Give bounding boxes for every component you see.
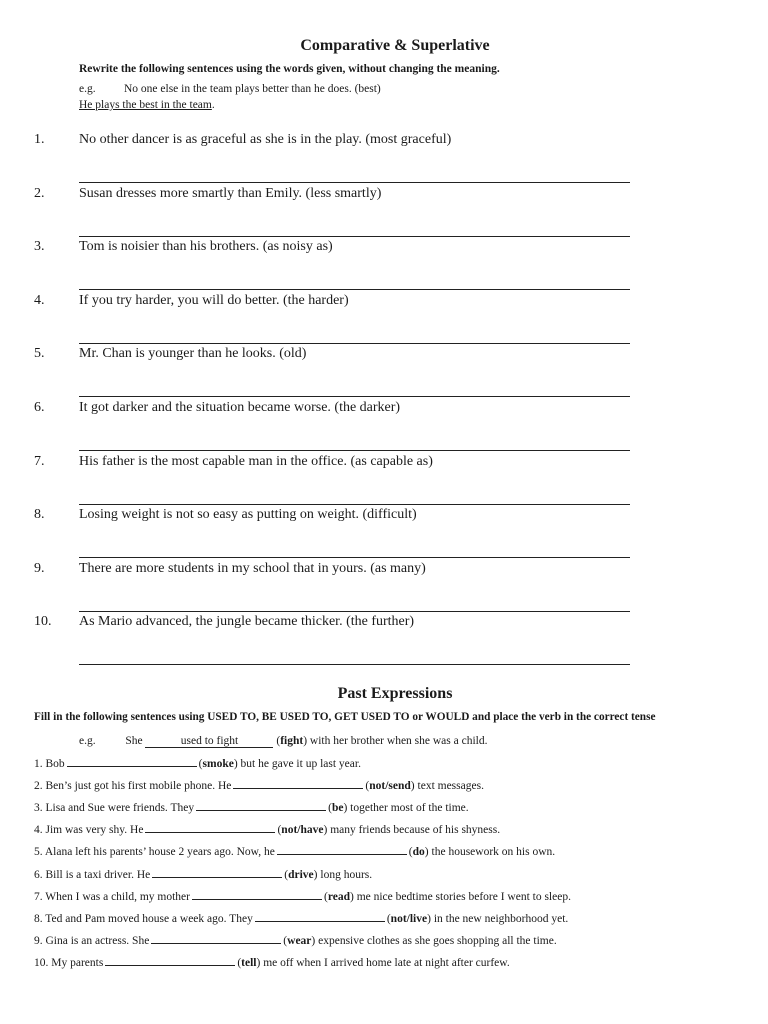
example-answer [79,99,215,111]
question-number: 3. [34,239,45,255]
question-number: 9. [34,560,45,576]
fill-in-item: 4. Jim was very shy. He (not/have) many friends because of his shyness. [34,821,500,836]
fill-in-after: together most of the time. [350,802,469,815]
section2-instruction: Fill in the following sentences using USED TO, BE USED TO, GET USED TO or WOULD and place the verb in the correct tense [34,711,656,723]
fill-in-after: me off when I arrived home late at night after curfew. [263,956,510,969]
fill-in-before: 5. Alana left his parents’ house 2 years ago. Now, he [34,846,275,859]
fill-in-item: 3. Lisa and Sue were friends. They (be) together most of the time. [34,799,469,814]
fill-in-blank[interactable] [277,843,407,855]
section-title-comparative: Comparative & Superlative [300,37,490,54]
example2-label: e.g. [79,735,96,747]
example-answer-text: He plays the best in the team [79,99,212,111]
example-answer-period: . [211,99,215,111]
fill-in-verb: not/live [390,912,428,925]
fill-in-after: many friends because of his shyness. [330,824,501,837]
example2-after: with her brother when she was a child. [309,735,488,747]
fill-in-item: 6. Bill is a taxi driver. He (drive) long hours. [34,866,372,881]
question-text: It got darker and the situation became worse. (the darker) [79,400,401,415]
fill-in-before: 10. My parents [34,956,104,969]
question-text: There are more students in my school that in yours. (as many) [79,560,426,576]
example-label: e.g. [79,83,96,95]
fill-in-before: 2. Ben’s just got his first mobile phone. He [34,780,232,793]
fill-in-blank[interactable] [67,755,197,767]
fill-in-verb: be [331,802,344,815]
fill-in-verb: drive [288,868,314,881]
example2-subject: She [125,735,143,747]
answer-line[interactable] [79,289,630,290]
fill-in-verb: smoke [202,758,234,770]
question-text: Mr. Chan is younger than he looks. (old) [79,346,307,362]
fill-in-verb: not/have [281,824,324,837]
fill-in-blank[interactable] [152,866,282,878]
fill-in-after: expensive clothes as she goes shopping all the time. [318,934,557,947]
question-text: Susan dresses more smartly than Emily. (less smartly) [79,185,382,201]
example-row-past: e.g. She used to fight (fight) with her brother when she was a child. [79,735,488,747]
fill-in-before: 9. Gina is an actress. She [34,934,150,947]
fill-in-item: 10. My parents (tell) me off when I arrived home late at night after curfew. [34,954,510,969]
question-number: 1. [34,132,45,147]
fill-in-blank[interactable] [192,888,322,900]
fill-in-verb: do [412,846,425,859]
question-number: 8. [34,507,45,523]
fill-in-item: 5. Alana left his parents’ house 2 years ago. Now, he (do) the housework on his own. [34,843,555,858]
fill-in-verb: read [327,890,350,903]
example2-verb: fight [280,735,304,747]
question-text: His father is the most capable man in the office. (as capable as) [79,453,433,469]
fill-in-blank[interactable] [255,910,385,922]
fill-in-blank[interactable] [196,799,326,811]
answer-line[interactable] [79,236,630,237]
fill-in-blank[interactable] [233,777,363,789]
fill-in-after: in the new neighborhood yet. [433,912,569,925]
fill-in-item: 8. Ted and Pam moved house a week ago. They (not/live) in the new neighborhood yet. [34,910,568,925]
fill-in-blank[interactable] [105,954,235,966]
answer-line[interactable] [79,557,630,558]
question-text: Losing weight is not so easy as putting on weight. (difficult) [79,507,417,523]
fill-in-after: long hours. [320,868,373,881]
fill-in-before: 6. Bill is a taxi driver. He [34,868,151,881]
question-number: 10. [34,614,52,630]
fill-in-verb: wear [287,934,312,947]
fill-in-item: 7. When I was a child, my mother (read) me nice bedtime stories before I went to sleep. [34,888,571,903]
fill-in-item: 1. Bob (smoke) but he gave it up last year. [34,755,361,770]
fill-in-before: 4. Jim was very shy. He [34,824,144,837]
fill-in-blank[interactable] [151,932,281,944]
question-number: 6. [34,400,45,415]
answer-line[interactable] [79,450,630,451]
fill-in-blank[interactable] [145,821,275,833]
question-number: 2. [34,185,45,201]
question-number: 5. [34,346,45,362]
answer-line[interactable] [79,504,630,505]
example-sentence: No one else in the team plays better than he does. (best) [124,83,381,95]
answer-line[interactable] [79,396,630,397]
answer-line[interactable] [79,664,630,665]
fill-in-item: 9. Gina is an actress. She (wear) expensive clothes as she goes shopping all the time. [34,932,557,947]
fill-in-after: the housework on his own. [431,846,556,859]
question-number: 4. [34,292,45,308]
section-title-past-expressions: Past Expressions [337,685,453,702]
fill-in-item: 2. Ben’s just got his first mobile phone. He (not/send) text messages. [34,777,484,792]
fill-in-before: 3. Lisa and Sue were friends. They [34,802,195,815]
question-text: Tom is noisier than his brothers. (as noisy as) [79,239,333,255]
fill-in-before: 7. When I was a child, my mother [34,890,190,903]
fill-in-verb: not/send [369,780,411,793]
fill-in-verb: tell [241,956,257,969]
section1-instruction: Rewrite the following sentences using the words given, without changing the meaning. [79,63,500,75]
example2-answer: used to fight [180,735,239,747]
answer-line[interactable] [79,343,630,344]
fill-in-before: 1. Bob [34,758,65,770]
question-number: 7. [34,453,45,469]
fill-in-before: 8. Ted and Pam moved house a week ago. They [34,912,253,925]
answer-line[interactable] [79,611,630,612]
question-text: As Mario advanced, the jungle became thicker. (the further) [79,614,415,630]
answer-line[interactable] [79,182,630,183]
fill-in-after: but he gave it up last year. [240,758,361,770]
example2-answer-blank [145,735,273,748]
question-text: No other dancer is as graceful as she is in the play. (most graceful) [79,132,452,147]
question-text: If you try harder, you will do better. (the harder) [79,292,349,308]
fill-in-after: text messages. [417,780,484,793]
fill-in-after: me nice bedtime stories before I went to sleep. [356,890,571,903]
